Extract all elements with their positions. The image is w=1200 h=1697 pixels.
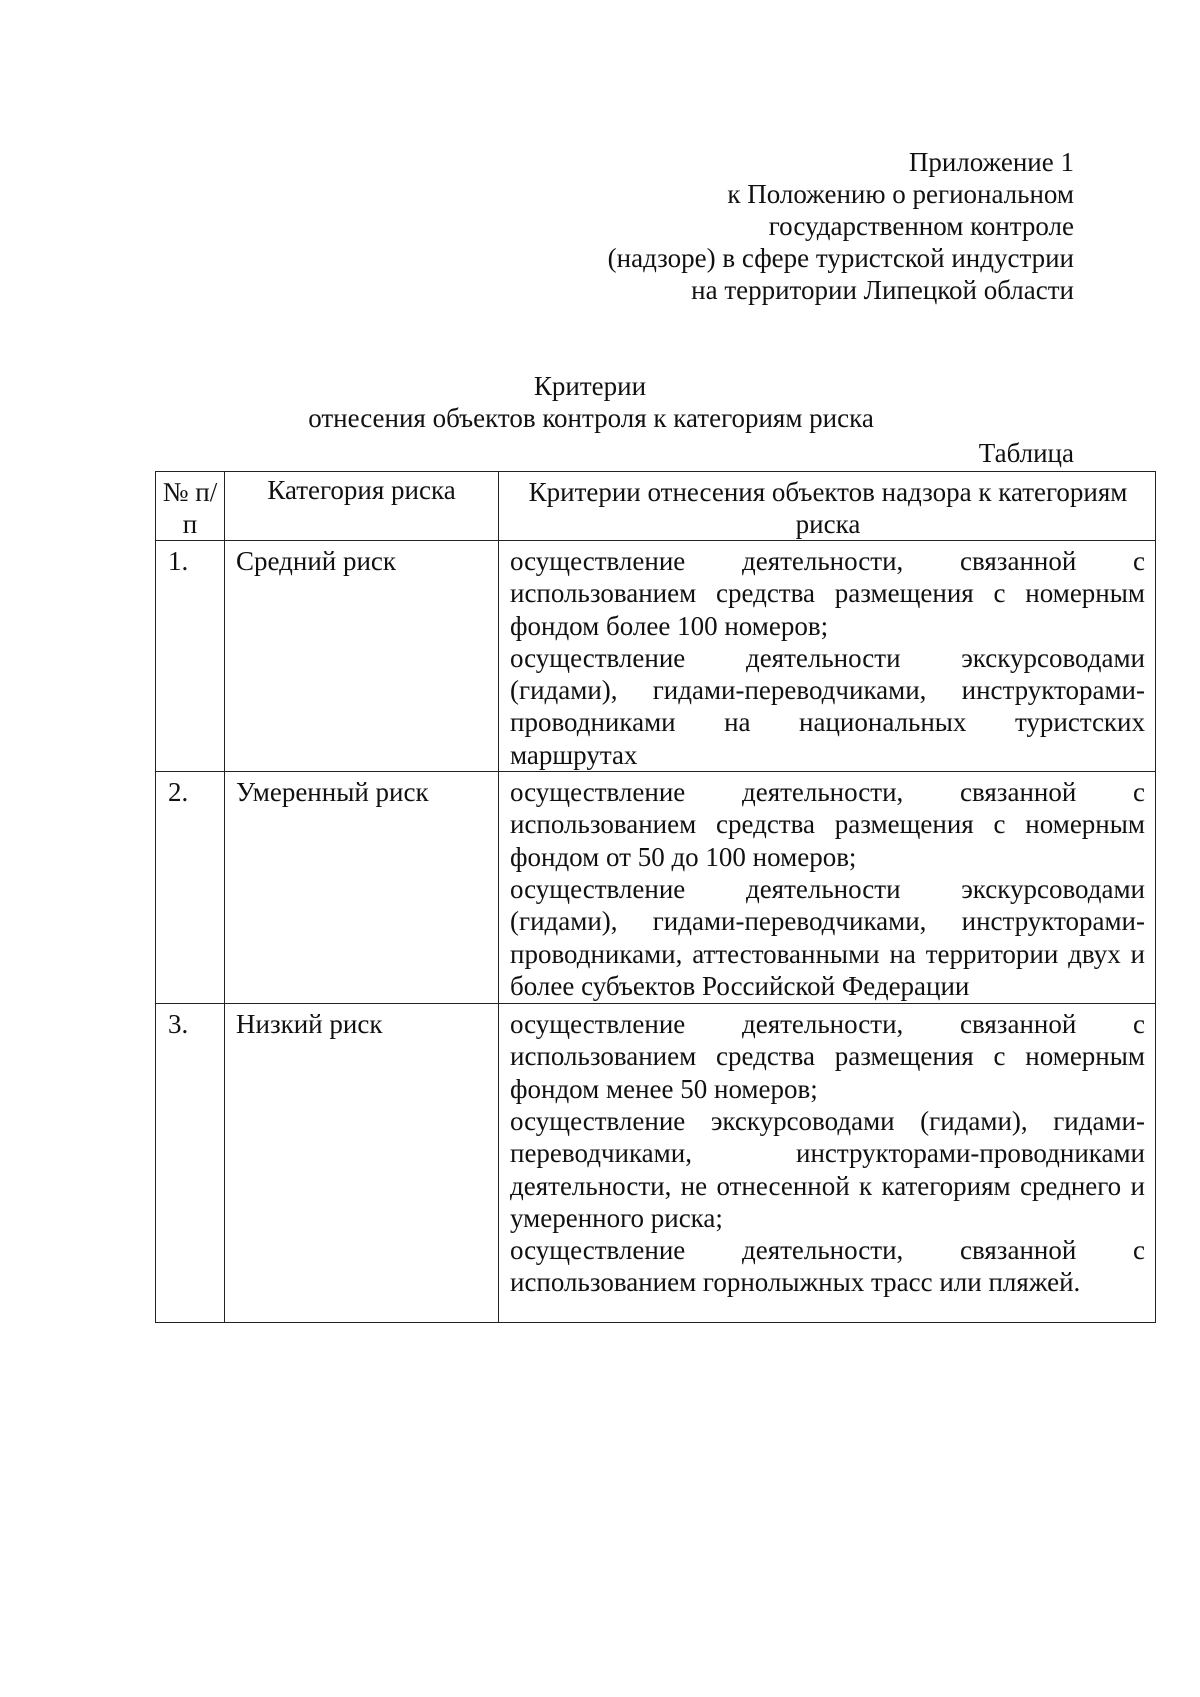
document-title (0, 370, 1200, 434)
criteria-item: осуществление деятельности экскурсоводами (гидами), гидами-переводчиками, инструкторами-проводниками на национальных туристских маршрутах (510, 642, 1145, 770)
appendix-line: к Положению о региональном (727, 179, 1074, 209)
criteria-item: осуществление деятельности, связанной с использованием средства размещения с номерным фондом менее 50 номеров; (510, 1009, 1145, 1104)
title-line-2: отнесения объектов контроля к категориям риска (308, 403, 874, 433)
table-header-row (156, 472, 1156, 541)
table-row (156, 541, 1156, 772)
criteria-item: осуществление деятельности, связанной с использованием средства размещения с номерным фондом от 50 до 100 номеров; (510, 777, 1145, 872)
appendix-line: государственном контроле (768, 211, 1074, 241)
appendix-line: Приложение 1 (908, 147, 1074, 177)
risk-criteria (499, 1004, 1156, 1323)
criteria-item: осуществление деятельности, связанной с использованием горнолыжных трасс или пляжей. (510, 1235, 1145, 1298)
row-number: 1. (156, 541, 225, 772)
appendix-line: (надзоре) в сфере туристской индустрии (607, 243, 1074, 273)
criteria-item: осуществление экскурсоводами (гидами), гидами-переводчиками, инструкторами-проводниками деятельности, не отнесенной к категориям среднего и умеренного риска; (510, 1105, 1145, 1233)
risk-category: Умеренный риск (225, 772, 499, 1004)
risk-criteria-table (155, 471, 1156, 1323)
risk-criteria (499, 772, 1156, 1004)
table-row (156, 1004, 1156, 1323)
risk-category: Средний риск (225, 541, 499, 772)
appendix-block (374, 146, 1074, 306)
row-number: 3. (156, 1004, 225, 1323)
title-line-1: Критерии (533, 371, 647, 401)
row-number: 2. (156, 772, 225, 1004)
criteria-item: осуществление деятельности экскурсоводами (гидами), гидами-переводчиками, инструкторами-проводниками, аттестованными на территории двух и более субъектов Российской Федерации (510, 873, 1145, 1001)
table-row (156, 772, 1156, 1004)
risk-category: Низкий риск (225, 1004, 499, 1323)
criteria-item: осуществление деятельности, связанной с использованием средства размещения с номерным фондом более 100 номеров; (510, 546, 1145, 641)
header-category: Категория риска (225, 472, 499, 541)
risk-criteria (499, 541, 1156, 772)
table-label: Таблица (978, 438, 1074, 468)
header-criteria: Критерии отнесения объектов надзора к категориям риска (499, 472, 1156, 541)
appendix-line: на территории Липецкой области (691, 275, 1074, 305)
header-num: № п/п (156, 472, 225, 541)
